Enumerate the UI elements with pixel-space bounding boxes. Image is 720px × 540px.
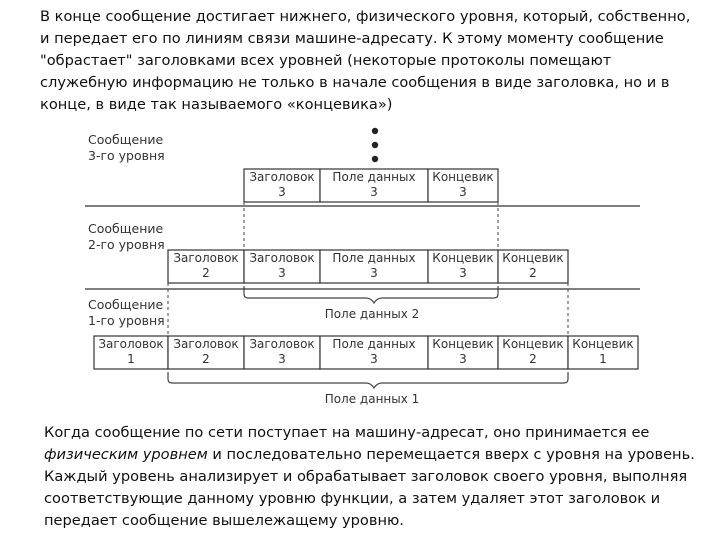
- svg-text:3: 3: [459, 266, 467, 280]
- data-field-1-brace: [168, 372, 568, 406]
- svg-text:Сообщение: Сообщение: [88, 221, 164, 236]
- svg-text:2: 2: [529, 266, 537, 280]
- outro-text-part1: Когда сообщение по сети поступает на машину-адресат, оно принимается ее: [44, 424, 650, 441]
- svg-text:3: 3: [370, 185, 378, 199]
- svg-text:Заголовок: Заголовок: [249, 251, 315, 265]
- svg-text:Сообщение: Сообщение: [88, 132, 164, 147]
- svg-text:2: 2: [202, 266, 210, 280]
- svg-text:2-го уровня: 2-го уровня: [88, 237, 165, 252]
- svg-text:Поле данных: Поле данных: [332, 251, 416, 265]
- svg-text:Заголовок: Заголовок: [173, 337, 239, 351]
- svg-text:3: 3: [278, 352, 286, 366]
- data-field-2-label: Поле данных 2: [324, 307, 420, 321]
- svg-text:Концевик: Концевик: [502, 251, 564, 265]
- svg-text:3: 3: [459, 352, 467, 366]
- svg-text:3: 3: [278, 266, 286, 280]
- level3-row: [244, 169, 498, 202]
- outro-paragraph: [44, 422, 704, 532]
- level1-label: [88, 297, 165, 328]
- outro-text-part2: и последовательно перемещается вверх с уровня на уровень. Каждый уровень анализирует и обрабатывает заголовок своего уровня, выполняя соответствующие данному уровню функции, а затем удаляет этот заголовок и передает сообщение вышележащему уровню.: [44, 446, 695, 529]
- svg-text:Заголовок: Заголовок: [98, 337, 164, 351]
- svg-text:Концевик: Концевик: [432, 251, 494, 265]
- svg-text:Заголовок: Заголовок: [249, 170, 315, 184]
- svg-text:3: 3: [278, 185, 286, 199]
- outro-italic-phrase: физическим уровнем: [44, 446, 208, 463]
- svg-text:Концевик: Концевик: [572, 337, 634, 351]
- level2-label: [88, 221, 165, 252]
- level3-label: [88, 132, 165, 163]
- svg-text:Сообщение: Сообщение: [88, 297, 164, 312]
- data-field-1-label: Поле данных 1: [324, 392, 420, 406]
- svg-text:2: 2: [529, 352, 537, 366]
- svg-text:Концевик: Концевик: [502, 337, 564, 351]
- guide-lines-3-2: [244, 202, 498, 250]
- svg-text:3: 3: [370, 266, 378, 280]
- svg-text:3: 3: [459, 185, 467, 199]
- data-field-2-brace: [244, 286, 498, 321]
- svg-text:Поле данных: Поле данных: [332, 170, 416, 184]
- svg-text:2: 2: [202, 352, 210, 366]
- level2-row: [168, 250, 568, 283]
- svg-text:3: 3: [370, 352, 378, 366]
- intro-paragraph: В конце сообщение достигает нижнего, физического уровня, который, собственно, и передает его по линиям связи машине-адресату. К этому моменту сообщение "обрастает" заголовками всех уровней (некоторые протоколы помещают служебную информацию не только в начале сообщения в виде заголовка, но и в конце, в виде так называемого «концевика»): [40, 8, 691, 113]
- level1-row: [94, 336, 638, 369]
- svg-text:1-го уровня: 1-го уровня: [88, 313, 165, 328]
- svg-text:Заголовок: Заголовок: [249, 337, 315, 351]
- svg-text:1: 1: [599, 352, 607, 366]
- svg-text:Заголовок: Заголовок: [173, 251, 239, 265]
- svg-text:Концевик: Концевик: [432, 170, 494, 184]
- vertical-ellipsis: [372, 128, 378, 162]
- svg-text:Концевик: Концевик: [432, 337, 494, 351]
- svg-text:Поле данных: Поле данных: [332, 337, 416, 351]
- svg-text:1: 1: [127, 352, 135, 366]
- svg-text:3-го уровня: 3-го уровня: [88, 148, 165, 163]
